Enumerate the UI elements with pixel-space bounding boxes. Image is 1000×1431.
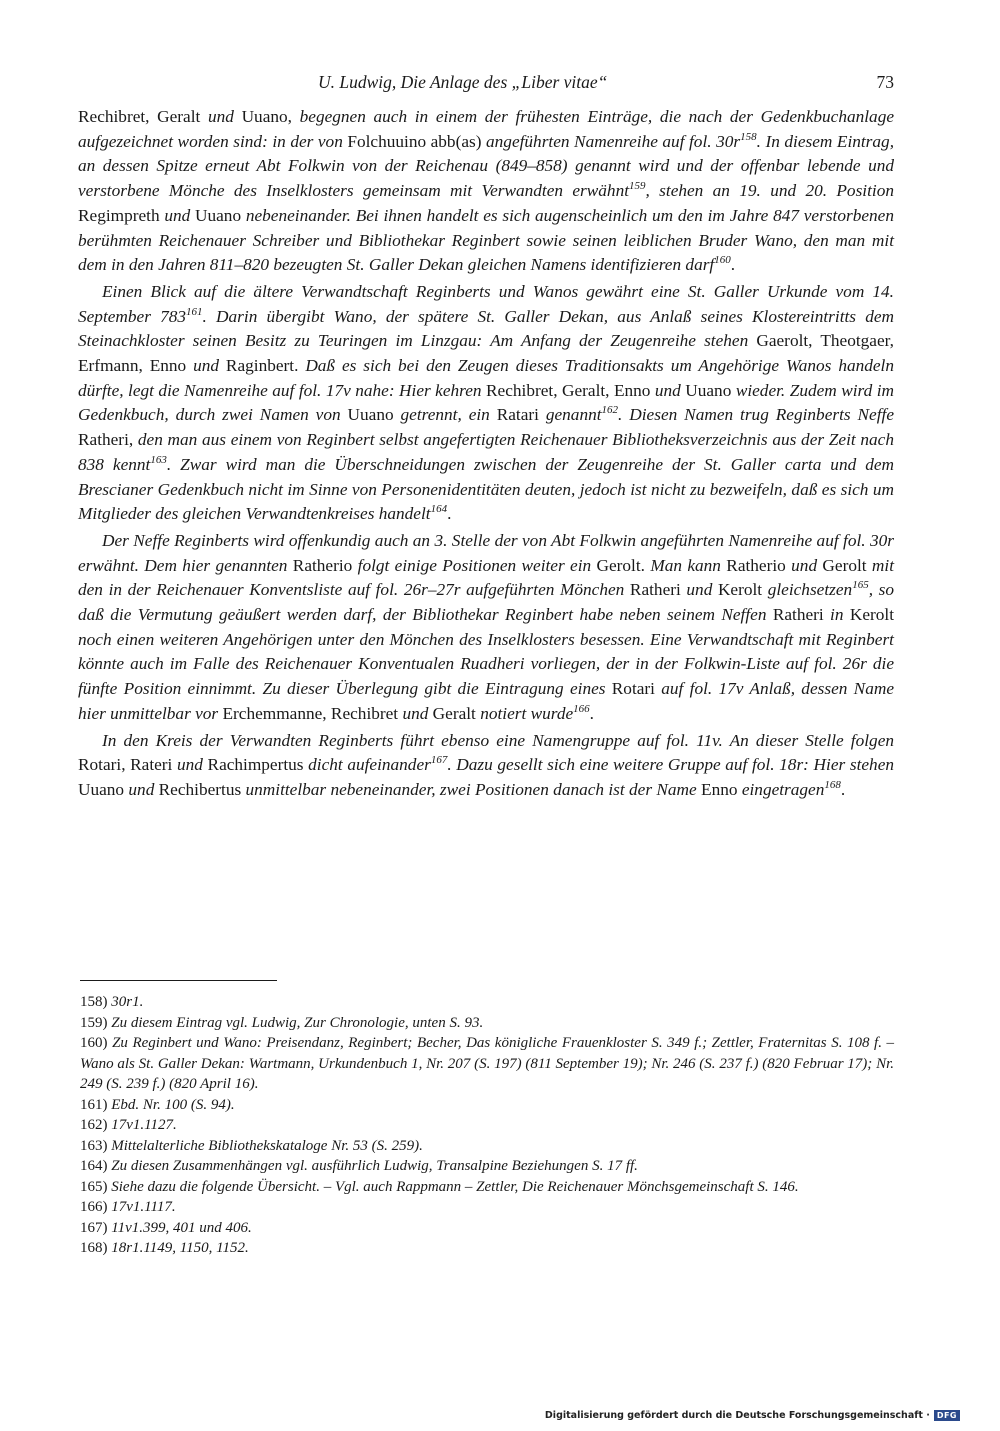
- footnote-number: 158): [80, 994, 108, 1010]
- text-run: Einen Blick auf die ältere Verwandtschaft Reginberts und Wanos gewährt eine St. Galler Urkunde vom 14. September 783: [78, 281, 894, 326]
- text-run: Uuano: [78, 779, 129, 799]
- text-run: .: [447, 504, 452, 524]
- text-run: . Dazu gesellt sich eine weitere Gruppe auf fol. 18r: Hier stehen: [447, 755, 895, 775]
- footnote: [80, 1115, 894, 1136]
- text-run: genannt: [545, 405, 602, 425]
- footnote: [80, 1013, 894, 1034]
- footnote-ref: 160: [714, 254, 731, 267]
- text-run: und: [208, 107, 234, 126]
- footnote: [80, 1177, 894, 1198]
- footnote-text: Zu diesem Eintrag vgl. Ludwig, Zur Chronologie, unten S. 93.: [111, 1014, 484, 1031]
- footnote-number: 167): [80, 1219, 108, 1236]
- text-run: gleichsetzen: [767, 580, 853, 600]
- text-run: .: [840, 779, 846, 799]
- text-run: Rotari, Rateri: [78, 755, 177, 775]
- text-run: Regimpreth: [78, 205, 165, 225]
- footnote-text: Siehe dazu die folgende Übersicht. – Vgl. auch Rappmann – Zettler, Die Reichenauer Mönchsgemeinschaft S. 146.: [111, 1178, 799, 1195]
- text-run: Uuano: [680, 380, 736, 400]
- footnote: [80, 1218, 894, 1239]
- text-run: Gaerolt, Theotgaer, Erfmann, Enno: [78, 331, 894, 376]
- text-run: , so daß die Vermutung geäußert werden darf, der Bibliothekar Reginbert habe neben seinem Neffen: [78, 580, 894, 625]
- footnote-ref: 167: [430, 754, 448, 767]
- text-run: und: [177, 755, 203, 775]
- text-run: .: [730, 255, 736, 275]
- footnote-text: Zu diesen Zusammenhängen vgl. ausführlich Ludwig, Transalpine Beziehungen S. 17 ff.: [111, 1158, 638, 1174]
- footnote-number: 168): [80, 1240, 108, 1256]
- text-run: begegnen auch in einem der frühesten Einträge, die nach der Gedenkbuchanlage aufgezeichnet worden sind: in der von: [78, 107, 894, 151]
- text-run: angeführten Namenreihe auf fol. 30r: [486, 131, 741, 151]
- footnote-number: 163): [80, 1137, 108, 1154]
- footnote-text: 18r1.1149, 1150, 1152.: [111, 1240, 249, 1256]
- text-run: Rechibret, Geralt: [78, 107, 208, 126]
- text-run: . Darin übergibt Wano, der spätere St. Galler Dekan, aus Anlaß seines Klostereintritts dem Steinachkloster seinen Besitz zu Teuringen im Linzgau: Am Anfang der Zeugenreihe stehen: [78, 306, 895, 351]
- text-run: Enno: [696, 779, 742, 799]
- body-text: [78, 105, 894, 803]
- footnote: [80, 1156, 894, 1177]
- text-run: und: [193, 356, 220, 376]
- footer-credit: [545, 1410, 960, 1421]
- text-run: wieder. Zudem wird im Gedenkbuch, durch zwei Namen von: [78, 380, 894, 425]
- text-run: Rotari: [605, 679, 662, 699]
- text-run: folgt einige Positionen weiter ein: [357, 555, 592, 575]
- footnote-number: 165): [80, 1178, 108, 1195]
- text-run: Uuano: [190, 205, 246, 225]
- footnote-ref: 161: [186, 305, 203, 318]
- footnote-ref: 163: [150, 454, 167, 467]
- footnote-text: Ebd. Nr. 100 (S. 94).: [111, 1096, 235, 1113]
- footnote-ref: 158: [740, 130, 757, 143]
- text-run: noch einen weiteren Angehörigen unter den Mönchen des Inselklosters besessen. Eine Verwandtschaft mit Reginbert könnte auch im Falle des Reichenauer Konventualen Ruadheri vorliegen, der in der Folkwin-Liste auf fol. 26r die fünfte Position einnimmt. Zu dieser Überlegung gibt die Eintragung eines: [78, 629, 894, 699]
- text-run: und: [686, 580, 713, 600]
- text-run: Ratherio: [720, 555, 792, 575]
- footnote-number: 159): [80, 1014, 108, 1031]
- paragraph: [78, 280, 894, 527]
- text-run: und: [654, 380, 681, 400]
- text-run: auf fol. 17v Anlaß, dessen Name hier unmittelbar vor: [78, 679, 894, 723]
- footnote-number: 161): [80, 1096, 108, 1113]
- text-run: Gerolt: [817, 555, 872, 575]
- footnote-ref: 166: [573, 703, 590, 716]
- text-run: Kerolt: [843, 605, 895, 625]
- text-run: in: [830, 605, 844, 625]
- footnote: [80, 1197, 894, 1218]
- text-run: Uuano: [340, 405, 401, 425]
- page-number: 73: [876, 72, 894, 92]
- footnote-text: 11v1.399, 401 und 406.: [111, 1219, 252, 1236]
- text-run: Ratheri,: [78, 430, 138, 450]
- footnote-number: 164): [80, 1158, 108, 1174]
- paragraph: [78, 529, 894, 727]
- text-run: nebeneinander. Bei ihnen handelt es sich augenscheinlich um den im Jahre 847 verstorbenen berühmten Reichenauer Schreiber und Bibliothekar Reginbert sowie seinen leiblichen Bruder Wano, den man mit dem in den Jahren 811–820 bezeugten St. Galler Dekan gleichen Namens identifizieren darf: [78, 205, 894, 275]
- footnote: [80, 1238, 894, 1259]
- footnote-ref: 164: [430, 503, 448, 516]
- text-run: getrennt, ein: [400, 405, 490, 425]
- footnote-text: Zu Reginbert und Wano: Preisendanz, Reginbert; Becher, Das königliche Frauenkloster S. 349 f.; Zettler, Fraternitas S. 108 f. – Wano als St. Galler Dekan: Wartmann, Urkundenbuch 1, Nr. 207 (S. 197) (811 September 19); Nr. 246 (S. 237 f.) (820 Februar 17); Nr. 249 (S. 239 f.) (820 April 16).: [80, 1035, 895, 1092]
- text-run: Ratheri: [766, 605, 831, 625]
- footnote: [80, 1136, 894, 1157]
- text-run: Rechibret, Geralt, Enno: [481, 380, 655, 400]
- text-run: und: [128, 779, 155, 799]
- footnote-ref: 168: [824, 779, 841, 792]
- footnote-text: 17v1.1127.: [111, 1117, 177, 1133]
- text-run: notiert wurde: [480, 703, 574, 723]
- text-run: , stehen an 19. und 20. Position: [645, 181, 894, 201]
- footer-text: Digitalisierung gefördert durch die Deutsche Forschungsgemeinschaft ·: [544, 1410, 930, 1421]
- footnote-ref: 162: [601, 404, 619, 417]
- text-run: Raginbert.: [219, 356, 306, 376]
- footnote-ref: 165: [852, 579, 869, 592]
- text-run: und: [791, 555, 818, 575]
- footnote: [80, 1033, 894, 1095]
- text-run: Gerolt.: [591, 555, 651, 575]
- footnote-text: 30r1.: [111, 994, 144, 1010]
- dfg-logo: DFG: [934, 1410, 960, 1421]
- footnote-number: 166): [80, 1199, 108, 1215]
- text-run: Erchemmanne, Rechibret: [218, 703, 403, 723]
- text-run: und: [164, 205, 191, 225]
- text-run: eingetragen: [741, 779, 825, 799]
- footnote-text: Mittelalterliche Bibliothekskataloge Nr. 53 (S. 259).: [111, 1137, 423, 1154]
- text-run: Ratherio: [287, 555, 358, 575]
- footnotes: [80, 992, 894, 1259]
- text-run: Daß es sich bei den Zeugen dieses Traditionsakts um Angehörige Wanos handeln dürfte, legt die Namenreihe auf fol. 17v nahe: Hier kehren: [78, 356, 894, 400]
- text-run: Ratheri: [624, 580, 687, 600]
- text-run: Man kann: [650, 555, 721, 575]
- footnote-number: 162): [80, 1117, 108, 1133]
- footnote-separator: [80, 980, 277, 981]
- footnote: [80, 1095, 894, 1116]
- text-run: . Zwar wird man die Überschneidungen zwischen der Zeugenreihe der St. Galler carta und dem Brescianer Gedenkbuch nicht im Sinne von Personenidentitäten deuten, jedoch ist nicht zu bezweifeln, daß es sich um Mitglieder des gleichen Verwandtenkreises handelt: [78, 454, 894, 524]
- text-run: .: [589, 703, 594, 723]
- footnote-ref: 159: [629, 180, 646, 193]
- text-run: Rechibertus: [154, 779, 246, 799]
- running-header: [78, 72, 894, 94]
- text-run: Folchuuino abb(as): [342, 131, 487, 151]
- text-run: Geralt: [428, 703, 481, 723]
- text-run: Der Neffe Reginberts wird offenkundig auch an 3. Stelle der von Abt Folkwin angeführten Namenreihe auf fol. 30r erwähnt. Dem hier genannten: [78, 530, 894, 575]
- text-run: . Diesen Namen trug Reginberts Neffe: [618, 405, 894, 425]
- text-run: In den Kreis der Verwandten Reginberts führt ebenso eine Namengruppe auf fol. 11v. An dieser Stelle folgen: [102, 730, 894, 750]
- text-run: . In diesem Eintrag, an dessen Spitze erneut Abt Folkwin von der Reichenau (849–858) genannt wird und der offenbar lebende und verstorbene Mönche des Inselklosters gemeinsam mit Verwandten erwähnt: [78, 131, 895, 201]
- text-run: den man aus einem von Reginbert selbst angefertigten Reichenauer Bibliotheksverzeichnis aus der Zeit nach 838 kennt: [78, 430, 894, 474]
- paragraph: [78, 729, 894, 803]
- text-run: und: [402, 703, 429, 723]
- running-title: U. Ludwig, Die Anlage des „Liber vitae“: [318, 72, 608, 92]
- text-run: Kerolt: [712, 580, 768, 600]
- text-run: unmittelbar nebeneinander, zwei Positionen danach ist der Name: [245, 779, 697, 799]
- footnote-text: 17v1.1117.: [111, 1199, 176, 1215]
- text-run: Ratari: [489, 405, 546, 425]
- footnote: [80, 992, 894, 1013]
- text-run: dicht aufeinander: [308, 755, 431, 775]
- text-run: mit den in der Reichenauer Konventsliste auf fol. 26r–27r aufgeführten Mönchen: [78, 555, 895, 600]
- text-run: Uuano,: [233, 107, 300, 126]
- paragraph: [78, 105, 894, 278]
- text-run: Rachimpertus: [202, 755, 309, 775]
- footnote-number: 160): [80, 1035, 108, 1051]
